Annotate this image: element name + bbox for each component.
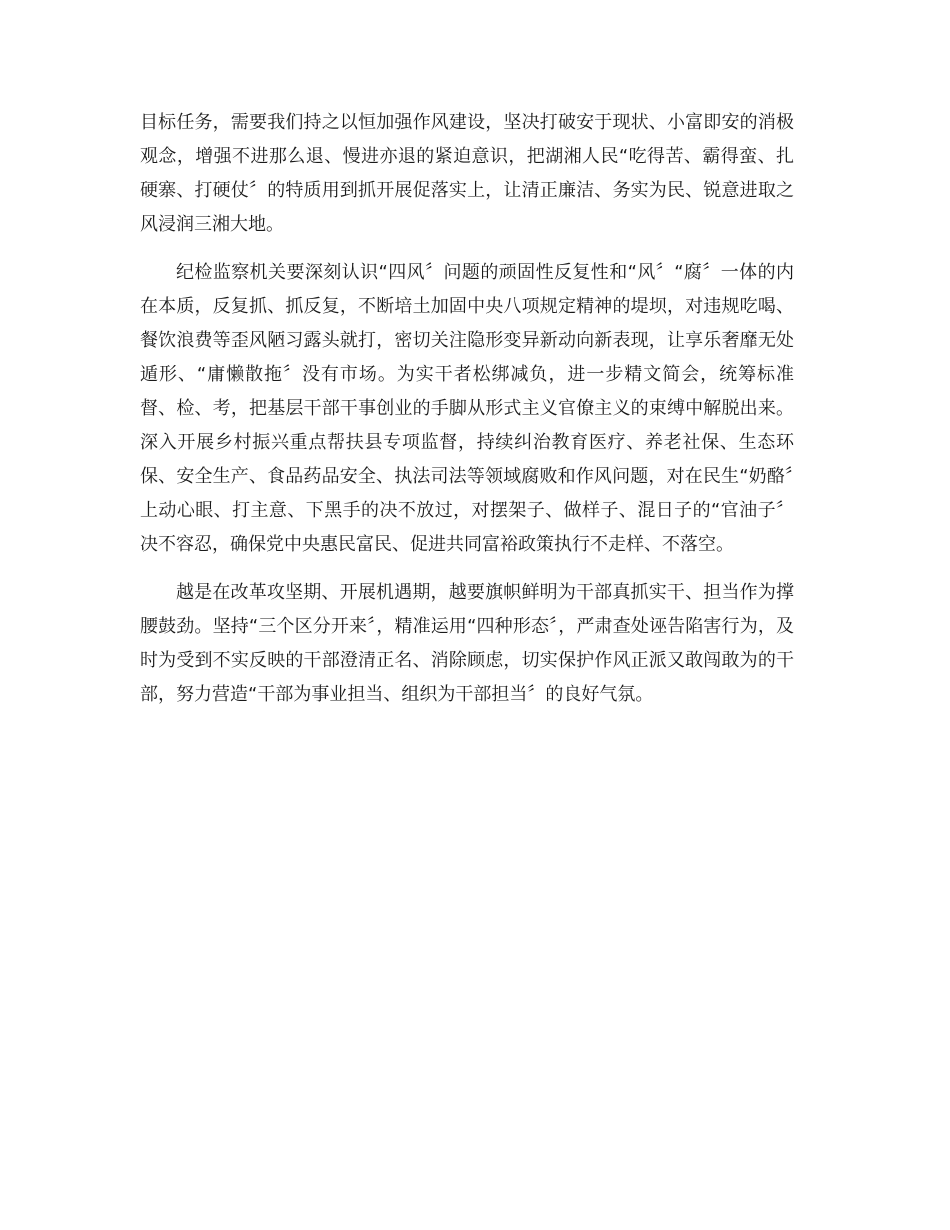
paragraph-2: 纪检监察机关要深刻认识“四风〞问题的顽固性反复性和“风〞“腐〞一体的内在本质，反复抓、抓反复，不断培土加固中央八项规定精神的堤坝，对违规吃喝、餐饮浪费等歪风陋习露头就打，密切关注隐形变异新动向新表现，让享乐奢靡无处遁形、“庸懒散拖〞没有市场。为实干者松绑减负，进一步精文简会，统筹标准督、检、考，把基层干部干事创业的手脚从形式主义官僚主义的束缚中解脱出来。深入开展乡村振兴重点帮扶县专项监督，持续纠治教育医疗、养老社保、生态环保、安全生产、食品药品安全、执法司法等领域腐败和作风问题，对在民生“奶酪〞上动心眼、打主意、下黑手的决不放过，对摆架子、做样子、混日子的“官油子〞决不容忍，确保党中央惠民富民、促进共同富裕政策执行不走样、不落空。 bbox=[140, 262, 794, 555]
document-body bbox=[140, 106, 794, 726]
paragraph-3: 越是在改革攻坚期、开展机遇期，越要旗帜鲜明为干部真抓实干、担当作为撑腰鼓劲。坚持“三个区分开来〞，精准运用“四种形态〞，严肃查处诬告陷害行为，及时为受到不实反映的干部澄清正名、消除顾虑，切实保护作风正派又敢闯敢为的干部，努力营造“干部为事业担当、组织为干部担当〞的良好气氛。 bbox=[140, 582, 794, 705]
paragraph-1: 目标任务，需要我们持之以恒加强作风建设，坚决打破安于现状、小富即安的消极观念，增强不进那么退、慢进亦退的紧迫意识，把湖湘人民“吃得苦、霸得蛮、扎硬寨、打硬仗〞的特质用到抓开展促落实上，让清正廉洁、务实为民、锐意进取之风浸润三湘大地。 bbox=[140, 112, 794, 235]
